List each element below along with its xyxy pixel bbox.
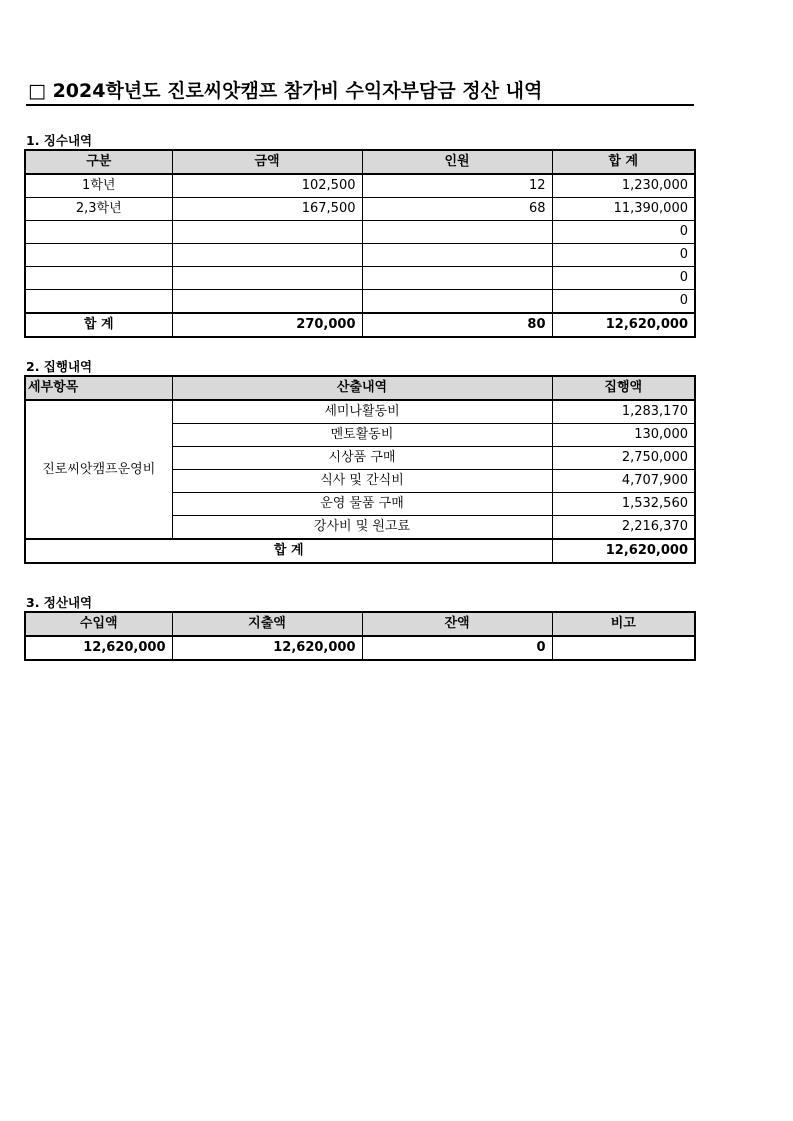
cell-detail: 시상품 구매 <box>172 447 552 470</box>
table-row <box>25 244 695 267</box>
cell-exec-amount: 1,532,560 <box>552 493 695 516</box>
cell-count <box>362 221 552 244</box>
cell-expense: 12,620,000 <box>172 636 362 660</box>
header-exec-amount: 집행액 <box>552 376 695 400</box>
table-row <box>25 174 695 198</box>
collection-section-label: 1. 징수내역 <box>26 133 93 148</box>
settlement-header-row <box>25 612 695 636</box>
page-title-bar <box>26 74 694 106</box>
table-row <box>25 400 695 424</box>
sum-amount: 270,000 <box>172 313 362 337</box>
expenditure-table <box>24 375 696 564</box>
cell-detail: 세미나활동비 <box>172 400 552 424</box>
cell-exec-amount: 2,750,000 <box>552 447 695 470</box>
cell-total: 0 <box>552 267 695 290</box>
sum-exec-amount: 12,620,000 <box>552 539 695 563</box>
collection-sum-row <box>25 313 695 337</box>
cell-category: 2,3학년 <box>25 198 172 221</box>
header-note: 비고 <box>552 612 695 636</box>
sum-label: 합 계 <box>25 539 552 563</box>
cell-amount <box>172 244 362 267</box>
cell-group: 진로씨앗캠프운영비 <box>25 400 172 539</box>
collection-table <box>24 149 696 338</box>
cell-exec-amount: 1,283,170 <box>552 400 695 424</box>
cell-exec-amount: 2,216,370 <box>552 516 695 540</box>
sum-count: 80 <box>362 313 552 337</box>
header-total: 합 계 <box>552 150 695 174</box>
cell-amount <box>172 290 362 314</box>
header-count: 인원 <box>362 150 552 174</box>
header-expense: 지출액 <box>172 612 362 636</box>
header-category: 구분 <box>25 150 172 174</box>
cell-note <box>552 636 695 660</box>
cell-category <box>25 290 172 314</box>
cell-count <box>362 244 552 267</box>
cell-count <box>362 290 552 314</box>
sum-total: 12,620,000 <box>552 313 695 337</box>
cell-total: 0 <box>552 290 695 314</box>
header-detail: 산출내역 <box>172 376 552 400</box>
header-item: 세부항목 <box>25 376 172 400</box>
cell-exec-amount: 4,707,900 <box>552 470 695 493</box>
table-row <box>25 636 695 660</box>
cell-amount <box>172 221 362 244</box>
collection-header-row <box>25 150 695 174</box>
table-row <box>25 198 695 221</box>
cell-count: 68 <box>362 198 552 221</box>
cell-category <box>25 221 172 244</box>
cell-amount: 167,500 <box>172 198 362 221</box>
cell-total: 1,230,000 <box>552 174 695 198</box>
table-row <box>25 267 695 290</box>
cell-income: 12,620,000 <box>25 636 172 660</box>
page-title: □ 2024학년도 진로씨앗캠프 참가비 수익자부담금 정산 내역 <box>28 80 543 102</box>
cell-total: 0 <box>552 244 695 267</box>
settlement-section-label: 3. 정산내역 <box>26 595 93 610</box>
cell-count <box>362 267 552 290</box>
cell-detail: 운영 물품 구매 <box>172 493 552 516</box>
cell-balance: 0 <box>362 636 552 660</box>
header-income: 수입액 <box>25 612 172 636</box>
cell-count: 12 <box>362 174 552 198</box>
cell-detail: 멘토활동비 <box>172 424 552 447</box>
cell-category <box>25 244 172 267</box>
settlement-table <box>24 611 696 661</box>
expenditure-section-label: 2. 집행내역 <box>26 359 93 374</box>
cell-detail: 식사 및 간식비 <box>172 470 552 493</box>
cell-total: 0 <box>552 221 695 244</box>
cell-amount: 102,500 <box>172 174 362 198</box>
table-row <box>25 221 695 244</box>
expenditure-header-row <box>25 376 695 400</box>
cell-amount <box>172 267 362 290</box>
cell-category: 1학년 <box>25 174 172 198</box>
header-balance: 잔액 <box>362 612 552 636</box>
sum-label: 합 계 <box>25 313 172 337</box>
cell-exec-amount: 130,000 <box>552 424 695 447</box>
expenditure-sum-row <box>25 539 695 563</box>
cell-detail: 강사비 및 원고료 <box>172 516 552 540</box>
table-row <box>25 290 695 314</box>
cell-total: 11,390,000 <box>552 198 695 221</box>
cell-category <box>25 267 172 290</box>
header-amount: 금액 <box>172 150 362 174</box>
